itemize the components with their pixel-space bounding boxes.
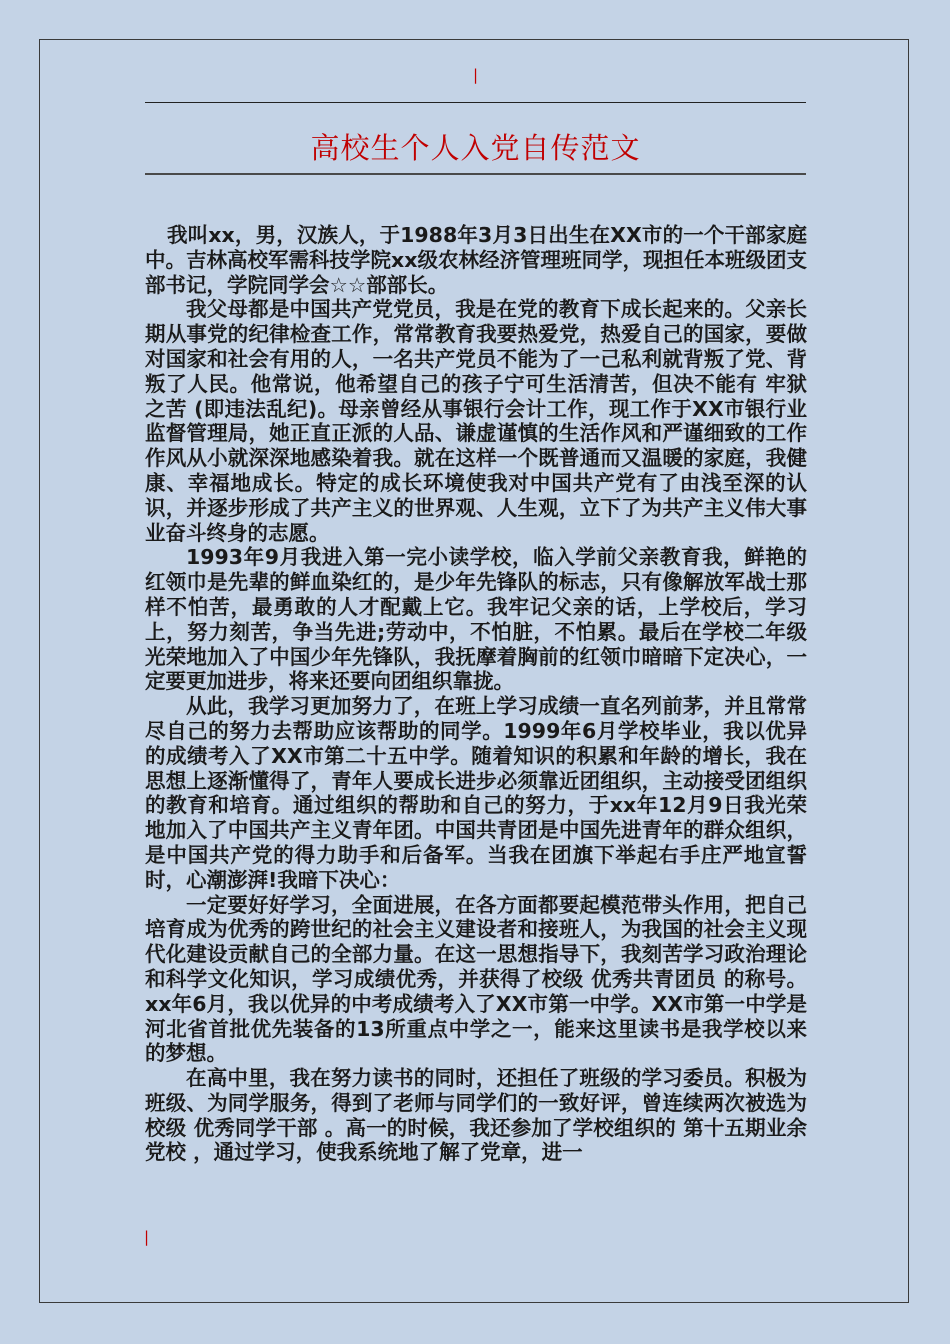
document-body	[145, 223, 807, 1165]
footer-mark: |	[144, 1228, 150, 1246]
paragraph-resolution: 一定要好好学习，全面进展，在各方面都要起模范带头作用，把自己培育成为优秀的跨世纪的社会主义建设者和接班人，为我国的社会主义现代化建设贡献自己的全部力量。在这一思想指导下，我刻苦学习政治理论和科学文化知识，学习成绩优秀，并获得了校级 优秀共青团员 的称号。xx年6月，我以优异的中考成绩考入了XX市第一中学。XX市第一中学是河北省首批优先装备的13所重点中学之一，能来这里读书是我学校以来的梦想。	[145, 892, 807, 1066]
paragraph-youth-league: 从此，我学习更加努力了，在班上学习成绩一直名列前茅，并且常常尽自己的努力去帮助应该帮助的同学。1999年6月学校毕业，我以优异的成绩考入了XX市第二十五中学。随着知识的积累和年龄的增长，我在思想上逐渐懂得了，青年人要成长进步必须靠近团组织，主动接受团组织的教育和培育。通过组织的帮助和自己的努力，于xx年12月9日我光荣地加入了中国共产主义青年团。中国共青团是中国先进青年的群众组织，是中国共产党的得力助手和后备军。当我在团旗下举起右手庄严地宣誓时，心潮澎湃!我暗下决心：	[145, 694, 807, 892]
paragraph-family: 我父母都是中国共产党党员，我是在党的教育下成长起来的。父亲长期从事党的纪律检查工作，常常教育我要热爱党，热爱自己的国家，要做对国家和社会有用的人，一名共产党员不能为了一己私利就背叛了党、背叛了人民。他常说，他希望自己的孩子宁可生活清苦，但决不能有 牢狱之苦 (即违法乱纪)。母亲曾经从事银行会计工作，现工作于XX市银行业监督管理局，她正直正派的人品、谦虚谨慎的生活作风和严谨细致的工作作风从小就深深地感染着我。就在这样一个既普通而又温暖的家庭，我健康、幸福地成长。特定的成长环境使我对中国共产党有了由浅至深的认识，并逐步形成了共产主义的世界观、人生观，立下了为共产主义伟大事业奋斗终身的志愿。	[145, 297, 807, 545]
document-title: 高校生个人入党自传范文	[310, 131, 641, 165]
title-rule	[145, 173, 806, 175]
paragraph-high-school: 在高中里，我在努力读书的同时，还担任了班级的学习委员。积极为班级、为同学服务，得到了老师与同学们的一致好评，曾连续两次被选为校级 优秀同学干部 。高一的时候，我还参加了学校组织的 第十五期业余党校 ，通过学习，使我系统地了解了党章，进一	[145, 1066, 807, 1165]
header-mark: |	[473, 66, 479, 84]
paragraph-primary-school: 1993年9月我进入第一完小读学校，临入学前父亲教育我，鲜艳的红领巾是先辈的鲜血染红的，是少年先锋队的标志，只有像解放军战士那样不怕苦，最勇敢的人才配戴上它。我牢记父亲的话，上学校后，学习上，努力刻苦，争当先进;劳动中，不怕脏，不怕累。最后在学校二年级光荣地加入了中国少年先锋队，我抚摩着胸前的红领巾暗暗下定决心，一定要更加进步，将来还要向团组织靠拢。	[145, 545, 807, 694]
paragraph-intro: 我叫xx，男，汉族人，于1988年3月3日出生在XX市的一个干部家庭中。吉林高校军需科技学院xx级农林经济管理班同学，现担任本班级团支部书记，学院同学会☆☆部部长。	[145, 223, 807, 297]
header-rule	[145, 102, 806, 103]
